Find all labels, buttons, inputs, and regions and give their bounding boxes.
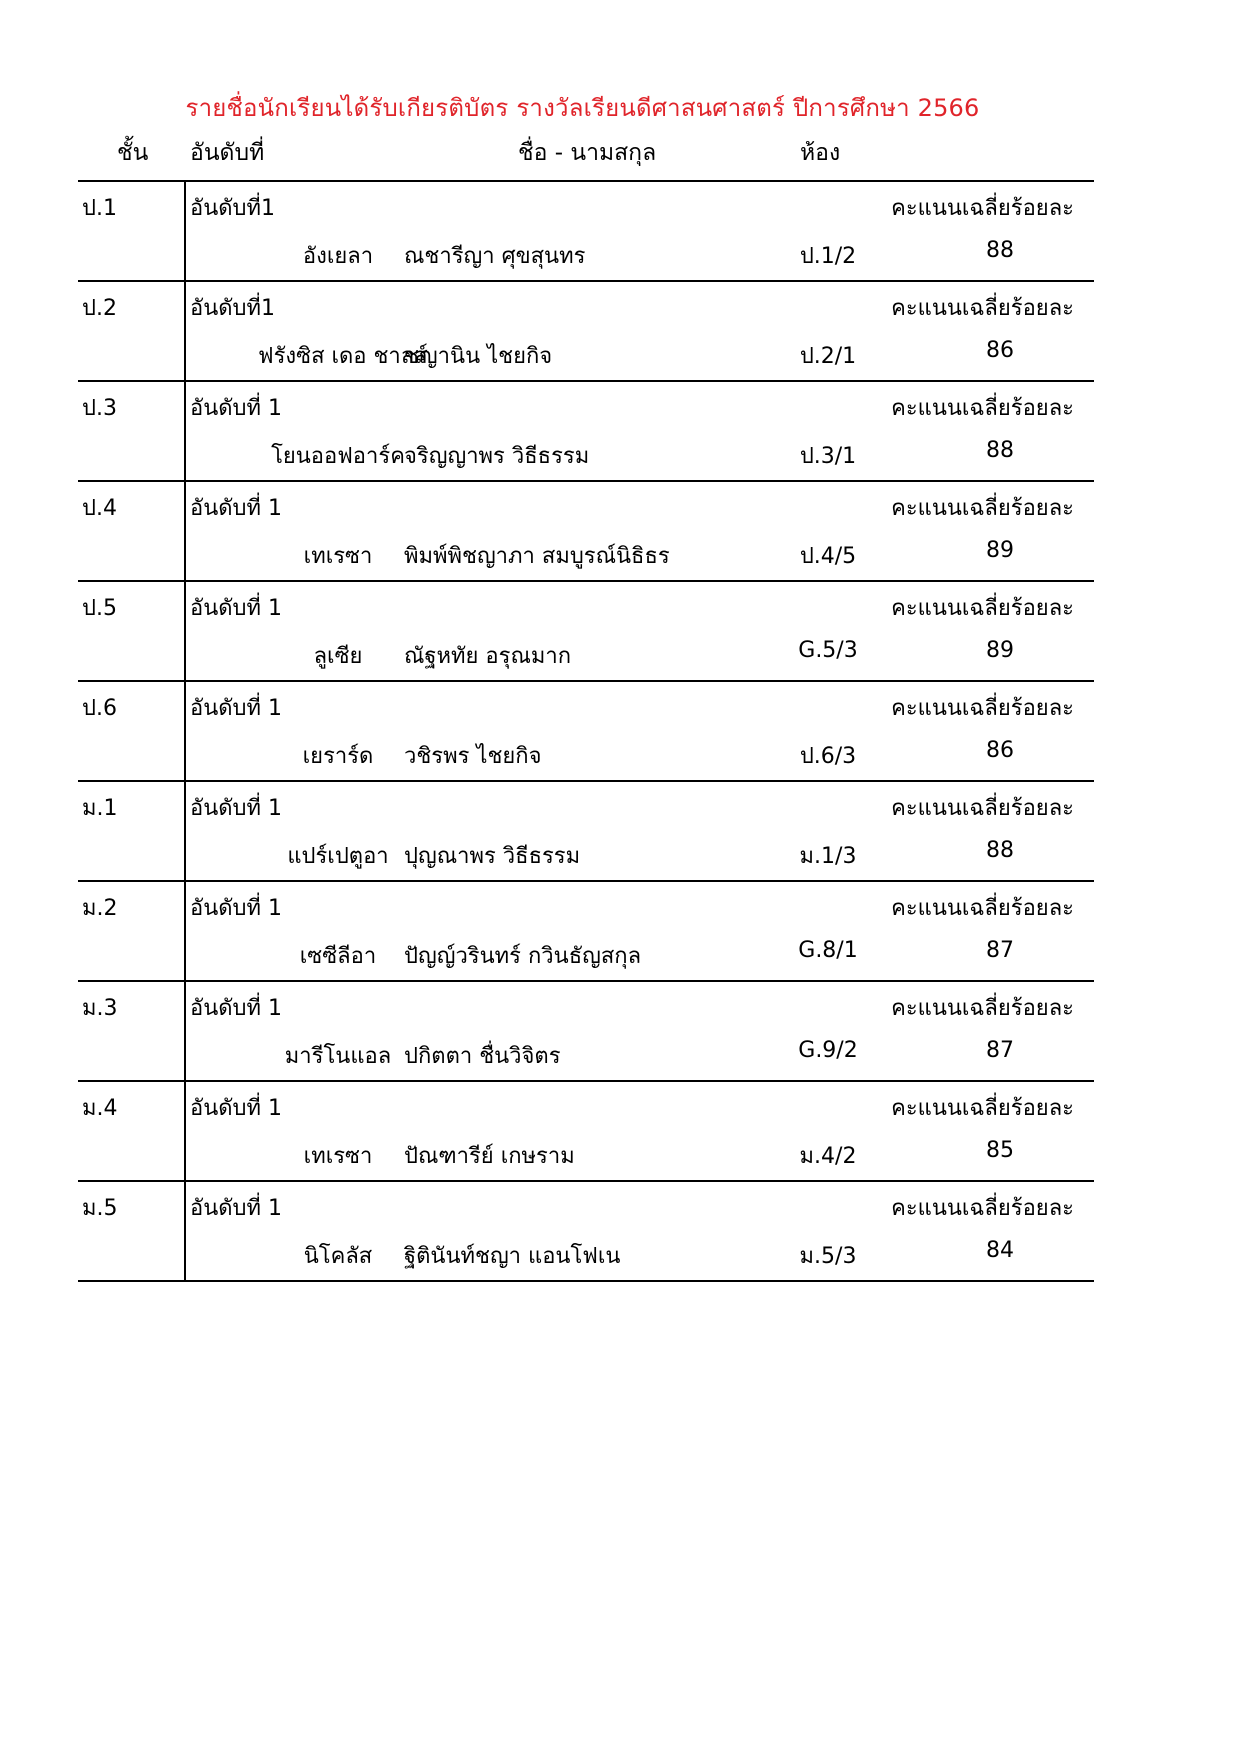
table-row <box>78 1182 1094 1282</box>
table-row <box>78 782 1094 882</box>
rank-cell: อันดับที่ 1 <box>190 1096 282 1121</box>
fullname-cell: ปัญญ์วรินทร์ กวินธัญสกุล <box>404 944 642 969</box>
grade-cell: ม.5 <box>82 1196 118 1221</box>
document-title: รายชื่อนักเรียนได้รับเกียรติบัตร รางวัลเรียนดีศาสนศาสตร์ ปีการศึกษา 2566 <box>185 94 980 122</box>
nickname-cell: ลูเซีย <box>313 644 363 669</box>
score-cell: 89 <box>986 638 1014 663</box>
grade-cell: ป.6 <box>82 696 117 721</box>
room-cell: ม.1/3 <box>799 844 857 869</box>
nickname-cell: แปร์เปตูอา <box>287 844 389 869</box>
room-cell: ป.3/1 <box>799 444 857 469</box>
rank-cell: อันดับที่ 1 <box>190 796 282 821</box>
header-room: ห้อง <box>800 140 841 166</box>
nickname-cell: เทเรซา <box>303 1144 373 1169</box>
nickname-cell: เซซีลีอา <box>299 944 377 969</box>
room-cell: G.8/1 <box>798 938 858 963</box>
room-cell: G.5/3 <box>798 638 858 663</box>
room-cell: ป.4/5 <box>799 544 857 569</box>
score-label: คะแนนเฉลี่ยร้อยละ <box>891 696 1074 721</box>
rank-cell: อันดับที่ 1 <box>190 896 282 921</box>
score-cell: 84 <box>986 1238 1014 1263</box>
score-cell: 86 <box>986 338 1014 363</box>
room-cell: ป.6/3 <box>799 744 857 769</box>
header-name: ชื่อ - นามสกุล <box>518 140 657 166</box>
rank-cell: อันดับที่ 1 <box>190 396 282 421</box>
score-label: คะแนนเฉลี่ยร้อยละ <box>891 196 1074 221</box>
room-cell: ม.4/2 <box>799 1144 857 1169</box>
score-label: คะแนนเฉลี่ยร้อยละ <box>891 996 1074 1021</box>
table-row <box>78 282 1094 382</box>
fullname-cell: ชญานิน ไชยกิจ <box>404 344 553 369</box>
fullname-cell: จริญญาพร วิธีธรรม <box>404 444 590 469</box>
score-cell: 87 <box>986 938 1014 963</box>
score-cell: 88 <box>986 238 1014 263</box>
score-label: คะแนนเฉลี่ยร้อยละ <box>891 796 1074 821</box>
header-rank: อันดับที่ <box>190 140 265 166</box>
fullname-cell: ณชารีญา ศุขสุนทร <box>404 244 586 269</box>
table-row <box>78 1082 1094 1182</box>
score-label: คะแนนเฉลี่ยร้อยละ <box>891 296 1074 321</box>
score-cell: 87 <box>986 1038 1014 1063</box>
score-label: คะแนนเฉลี่ยร้อยละ <box>891 1196 1074 1221</box>
fullname-cell: ปุญณาพร วิธีธรรม <box>404 844 581 869</box>
rank-cell: อันดับที่1 <box>190 196 276 221</box>
nickname-cell: ฟรังซิส เดอ ชาลส์ <box>258 344 428 369</box>
rank-cell: อันดับที่ 1 <box>190 996 282 1021</box>
score-label: คะแนนเฉลี่ยร้อยละ <box>891 496 1074 521</box>
fullname-cell: ณัฐหทัย อรุณมาก <box>404 644 572 669</box>
table-row <box>78 482 1094 582</box>
room-cell: ป.2/1 <box>799 344 857 369</box>
table-row <box>78 982 1094 1082</box>
fullname-cell: ปัณฑารีย์ เกษราม <box>404 1144 575 1169</box>
rank-cell: อันดับที่ 1 <box>190 1196 282 1221</box>
rank-cell: อันดับที่ 1 <box>190 496 282 521</box>
fullname-cell: ปกิตตา ชื่นวิจิตร <box>404 1044 561 1069</box>
grade-cell: ม.1 <box>82 796 118 821</box>
grade-cell: ม.4 <box>82 1096 118 1121</box>
table-row <box>78 382 1094 482</box>
room-cell: ม.5/3 <box>799 1244 857 1269</box>
score-label: คะแนนเฉลี่ยร้อยละ <box>891 396 1074 421</box>
grade-cell: ป.1 <box>82 196 117 221</box>
table-row <box>78 582 1094 682</box>
table-row <box>78 180 1094 282</box>
score-cell: 88 <box>986 838 1014 863</box>
fullname-cell: ฐิตินันท์ชญา แอนโฟเน <box>404 1244 621 1269</box>
table-row <box>78 682 1094 782</box>
grade-cell: ป.3 <box>82 396 117 421</box>
score-cell: 86 <box>986 738 1014 763</box>
nickname-cell: เยราร์ด <box>302 744 374 769</box>
award-table <box>78 180 1094 1282</box>
grade-cell: ป.2 <box>82 296 117 321</box>
grade-cell: ม.2 <box>82 896 118 921</box>
room-cell: G.9/2 <box>798 1038 858 1063</box>
nickname-cell: โยนออฟอาร์ค <box>271 444 405 469</box>
score-label: คะแนนเฉลี่ยร้อยละ <box>891 896 1074 921</box>
rank-cell: อันดับที่1 <box>190 296 276 321</box>
nickname-cell: มารีโนแอล <box>284 1044 392 1069</box>
table-row <box>78 882 1094 982</box>
score-label: คะแนนเฉลี่ยร้อยละ <box>891 596 1074 621</box>
score-cell: 85 <box>986 1138 1014 1163</box>
score-cell: 89 <box>986 538 1014 563</box>
grade-cell: ป.5 <box>82 596 117 621</box>
nickname-cell: นิโคลัส <box>303 1244 373 1269</box>
header-grade: ชั้น <box>117 140 149 166</box>
nickname-cell: เทเรซา <box>303 544 373 569</box>
fullname-cell: วชิรพร ไชยกิจ <box>404 744 542 769</box>
score-label: คะแนนเฉลี่ยร้อยละ <box>891 1096 1074 1121</box>
grade-cell: ม.3 <box>82 996 118 1021</box>
grade-cell: ป.4 <box>82 496 117 521</box>
rank-cell: อันดับที่ 1 <box>190 596 282 621</box>
room-cell: ป.1/2 <box>799 244 857 269</box>
fullname-cell: พิมพ์พิชญาภา สมบูรณ์นิธิธร <box>404 544 670 569</box>
rank-cell: อันดับที่ 1 <box>190 696 282 721</box>
score-cell: 88 <box>986 438 1014 463</box>
nickname-cell: อังเยลา <box>302 244 374 269</box>
